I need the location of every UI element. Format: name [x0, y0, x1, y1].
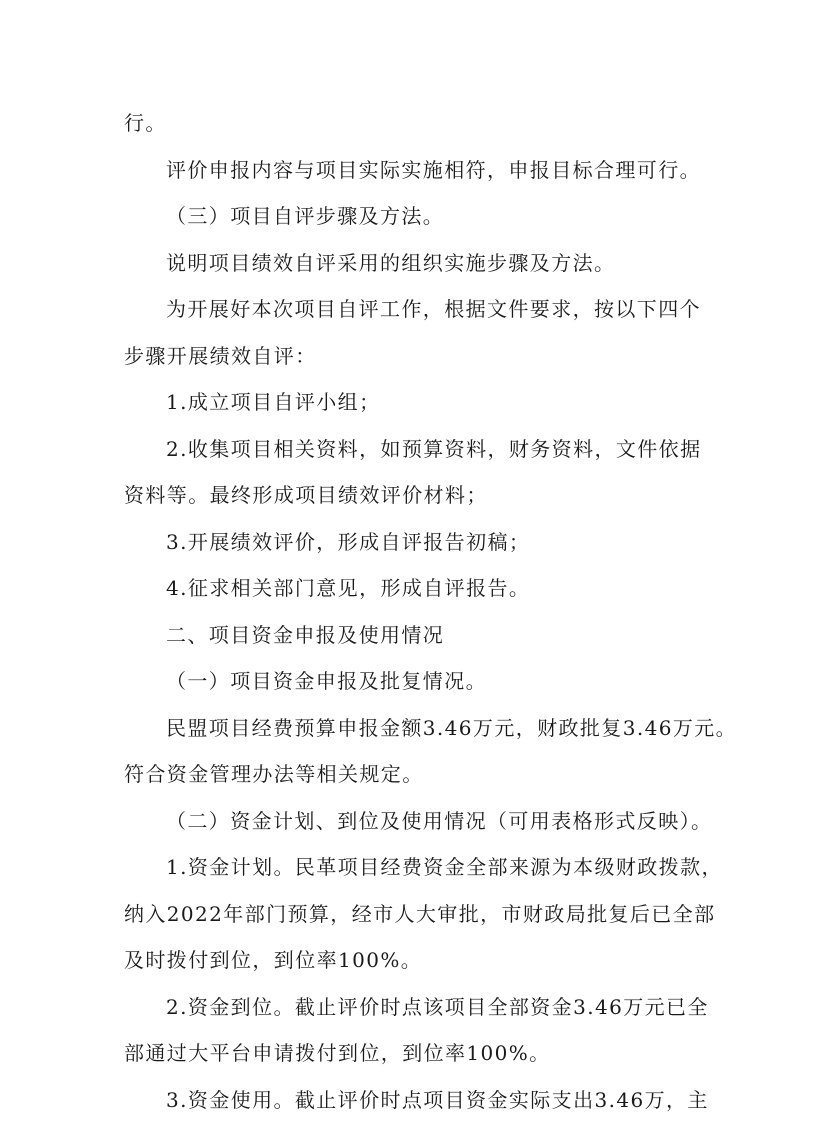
subsection-heading-funding-approval: （一）项目资金申报及批复情况。 [124, 658, 696, 705]
document-body [124, 100, 696, 1123]
paragraph-funding-plan-line3: 及时拨付到位，到位率100%。 [124, 937, 696, 984]
list-item-step-3: 3.开展绩效评价，形成自评报告初稿； [124, 519, 696, 566]
section-heading-funding: 二、项目资金申报及使用情况 [124, 612, 696, 659]
paragraph-continuation: 行。 [124, 100, 696, 147]
list-item-step-2-line1: 2.收集项目相关资料，如预算资料，财务资料，文件依据 [124, 426, 696, 473]
paragraph-funding-use-line1: 3.资金使用。截止评价时点项目资金实际支出3.46万，主 [124, 1077, 696, 1123]
paragraph-four-steps-line2: 步骤开展绩效自评： [124, 333, 696, 380]
list-item-step-4: 4.征求相关部门意见，形成自评报告。 [124, 565, 696, 612]
list-item-step-2-line2: 资料等。最终形成项目绩效评价材料； [124, 472, 696, 519]
paragraph-funding-plan-line1: 1.资金计划。民革项目经费资金全部来源为本级财政拨款， [124, 844, 696, 891]
list-item-step-1: 1.成立项目自评小组； [124, 379, 696, 426]
paragraph-steps-description: 说明项目绩效自评采用的组织实施步骤及方法。 [124, 240, 696, 287]
paragraph-evaluation-match: 评价申报内容与项目实际实施相符，申报目标合理可行。 [124, 147, 696, 194]
subsection-heading-funding-plan: （二）资金计划、到位及使用情况（可用表格形式反映）。 [124, 798, 696, 845]
paragraph-budget-amount-line2: 符合资金管理办法等相关规定。 [124, 751, 696, 798]
paragraph-funding-arrival-line2: 部通过大平台申请拨付到位，到位率100%。 [124, 1030, 696, 1077]
paragraph-budget-amount-line1: 民盟项目经费预算申报金额3.46万元，财政批复3.46万元。 [124, 705, 696, 752]
paragraph-four-steps-line1: 为开展好本次项目自评工作，根据文件要求，按以下四个 [124, 286, 696, 333]
paragraph-funding-arrival-line1: 2.资金到位。截止评价时点该项目全部资金3.46万元已全 [124, 984, 696, 1031]
section-heading-self-evaluation-steps: （三）项目自评步骤及方法。 [124, 193, 696, 240]
paragraph-funding-plan-line2: 纳入2022年部门预算，经市人大审批，市财政局批复后已全部 [124, 891, 696, 938]
